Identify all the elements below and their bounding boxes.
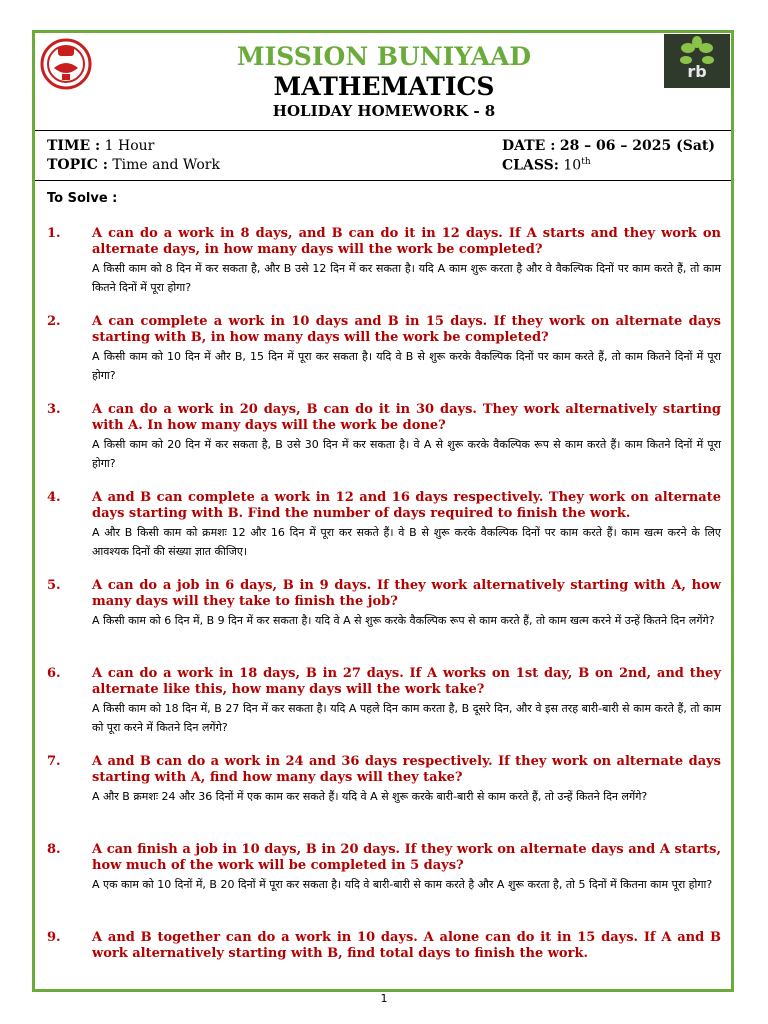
question-text-en: A can do a work in 8 days, and B can do it in 12 days. If A starts and they work on alternate days, in how many days will the work be completed? [92, 226, 721, 257]
class-suffix: th [581, 157, 591, 167]
header-divider-bottom [35, 180, 731, 181]
question-number: 8. [47, 842, 61, 857]
question-text-hi: A किसी काम को 8 दिन में कर सकता है, और B उसे 12 दिन में कर सकता है। यदि A काम शुरू करता है और वे वैकल्पिक दिनों पर काम करते हैं, तो काम कितने दिनों में पूरा होगा? [92, 262, 721, 294]
question-number: 3. [47, 402, 61, 417]
date-value: 28 – 06 – 2025 (Sat) [559, 138, 716, 154]
time-label: TIME : [47, 138, 101, 154]
question-text-en: A and B together can do a work in 10 days. A alone can do it in 15 days. If A and B work alternatively starting with B, find total days to finish the work. [92, 930, 721, 961]
class-field [502, 157, 591, 174]
class-label: CLASS: [502, 157, 559, 174]
question-number: 6. [47, 666, 61, 681]
time-value: 1 Hour [104, 138, 155, 154]
question-text-en: A can do a work in 20 days, B can do it in 30 days. They work alternatively starting with A. In how many days will the work be done? [92, 402, 721, 433]
question-text-en: A can finish a job in 10 days, B in 20 days. If they work on alternate days and A starts, how much of the work will be completed in 5 days? [92, 842, 721, 873]
date-field [502, 138, 715, 154]
question-text-en: A can do a job in 6 days, B in 9 days. If they work alternatively starting with A, how many days will they take to finish the job? [92, 578, 721, 609]
question-text-en: A can do a work in 18 days, B in 27 days. If A works on 1st day, B on 2nd, and they alternate like this, how many days will the work take? [92, 666, 721, 697]
question-text-en: A and B can complete a work in 12 and 16 days respectively. They work on alternate days starting with B. Find the number of days required to finish the work. [92, 490, 721, 521]
subject-title: MATHEMATICS [273, 72, 495, 101]
section-title: To Solve : [47, 191, 118, 206]
class-value: 10 [563, 157, 582, 174]
question-text-hi: A किसी काम को 6 दिन में, B 9 दिन में कर सकता है। यदि वे A से शुरू करके वैकल्पिक रूप से काम करते हैं, तो काम खत्म करने में उन्हें कितने दिन लगेंगे? [92, 614, 715, 627]
question-number: 4. [47, 490, 61, 505]
question-text-en: A can complete a work in 10 days and B in 15 days. If they work on alternate days starting with B, in how many days will the work be completed? [92, 314, 721, 345]
question-text-hi: A किसी काम को 20 दिन में कर सकता है, B उसे 30 दिन में कर सकता है। वे A से शुरू करके वैकल्पिक रूप से काम करते हैं। काम कितने दिनों में पूरा होगा? [92, 438, 721, 470]
svg-text:rb: rb [687, 62, 707, 81]
question-text-hi: A और B क्रमशः 24 और 36 दिनों में एक काम कर सकते हैं। यदि वे A से शुरू करके बारी-बारी से काम करते हैं, तो उन्हें कितने दिन लगेंगे? [92, 790, 648, 803]
question-number: 2. [47, 314, 61, 329]
header-divider-top [35, 130, 731, 131]
page-number: 1 [380, 992, 388, 1005]
question-text-en: A and B can do a work in 24 and 36 days respectively. If they work on alternate days starting with A, find how many days will they take? [92, 754, 721, 785]
org-title: MISSION BUNIYAAD [236, 42, 532, 71]
question-text-hi: A किसी काम को 18 दिन में, B 27 दिन में कर सकता है। यदि A पहले दिन काम करता है, B दूसरे दिन, और वे इस तरह बारी-बारी से काम करते हैं, तो काम को पूरा करने में कितने दिन लगेंगे? [92, 702, 721, 734]
topic-field [47, 157, 220, 173]
assignment-title: HOLIDAY HOMEWORK - 8 [272, 102, 496, 120]
question-number: 5. [47, 578, 61, 593]
topic-label: TOPIC : [47, 157, 108, 173]
date-label: DATE : [502, 138, 556, 154]
question-number: 1. [47, 226, 61, 241]
question-text-hi: A किसी काम को 10 दिन में और B, 15 दिन में पूरा कर सकता है। यदि वे B से शुरू करके वैकल्पिक दिनों पर काम करते हैं, तो काम कितने दिनों में पूरा होगा? [92, 350, 721, 382]
question-text-hi: A एक काम को 10 दिनों में, B 20 दिनों में पूरा कर सकता है। यदि वे बारी-बारी से काम करते है और A शुरू करता है, तो 5 दिनों में कितना काम पूरा होगा? [92, 878, 713, 891]
question-text-hi: A और B किसी काम को क्रमशः 12 और 16 दिन में पूरा कर सकते हैं। वे B से शुरू करके वैकल्पिक दिनों पर काम करते हैं। काम खत्म करने के लिए आवश्यक दिनों की संख्या ज्ञात कीजिए। [92, 526, 721, 558]
question-number: 7. [47, 754, 61, 769]
question-number: 9. [47, 930, 61, 945]
time-field [47, 138, 154, 154]
topic-value: Time and Work [112, 157, 220, 173]
